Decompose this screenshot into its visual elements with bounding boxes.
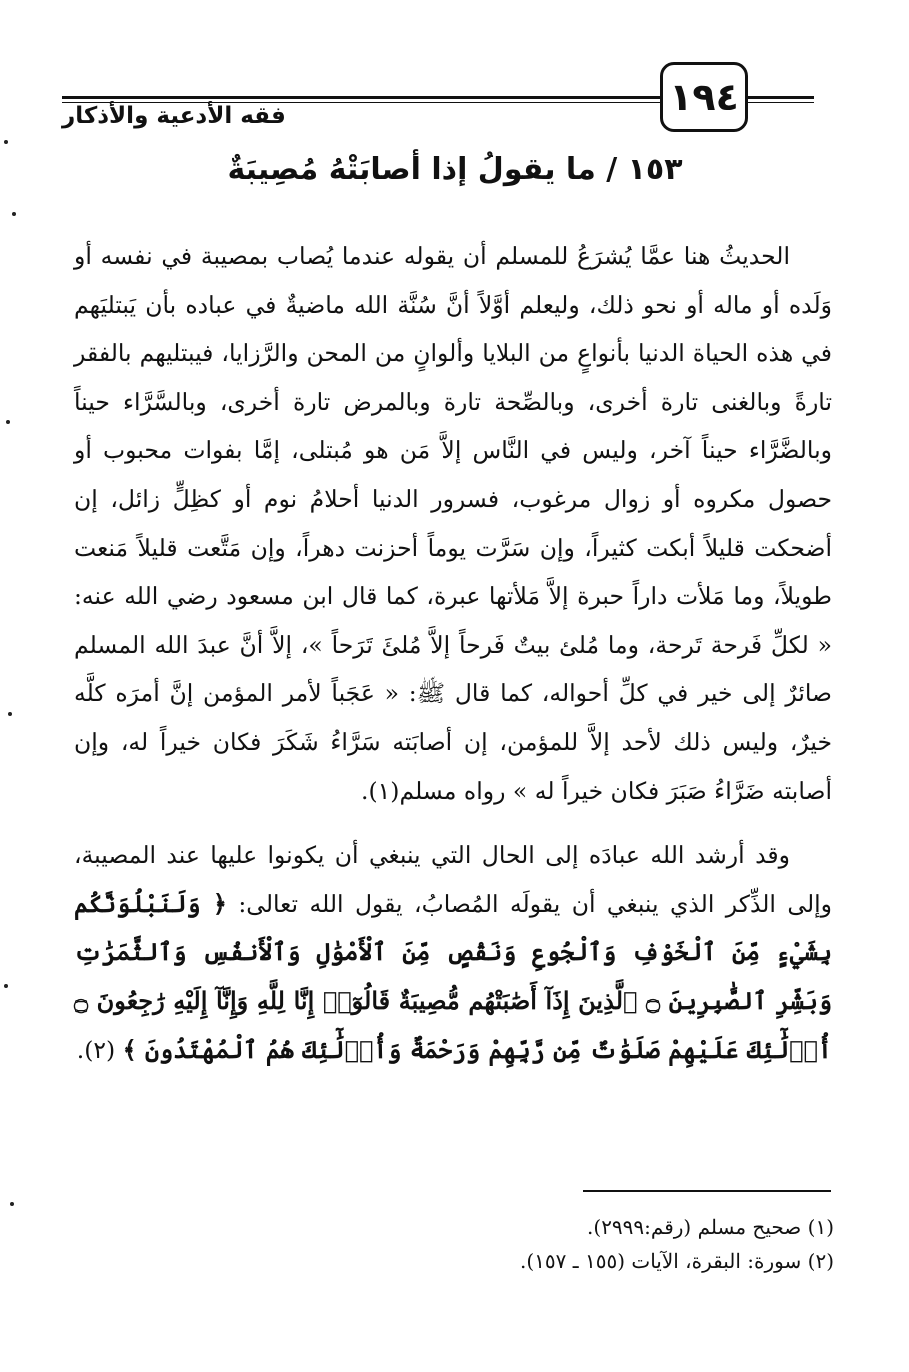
running-title: فقه الأدعية والأذكار	[62, 103, 286, 129]
paragraph-intro: وقد أرشد الله عبادَه إلى الحال التي ينبغي أن يكونوا عليها عند المصيبة، وإلى الذِّكر الذي ينبغي أن يقولَه المُصابُ، يقول الله تعالى:	[74, 841, 833, 918]
body-text	[74, 232, 832, 1074]
quran-verse: ﴿ وَلَنَبْلُوَنَّكُم بِشَيْءٍ مِّنَ ٱلْخَوْفِ وَٱلْجُوعِ وَنَقْصٍ مِّنَ ٱلْأَمْوَٰلِ وَٱلْأَنفُسِ وَٱلثَّمَرَٰتِ وَبَشِّرِ ٱلصَّٰبِرِينَ ۝ ٱلَّذِينَ إِذَآ أَصَٰبَتْهُم مُّصِيبَةٌ قَالُوٓا۟ إِنَّا لِلَّهِ وَإِنَّآ إِلَيْهِ رَٰجِعُونَ ۝ أُو۟لَٰٓئِكَ عَلَيْهِمْ صَلَوَٰتٌ مِّن رَّبِّهِمْ وَرَحْمَةٌ وَأُو۟لَٰٓئِكَ هُمُ ٱلْمُهْتَدُونَ ﴾	[74, 888, 833, 1064]
scan-speck	[4, 984, 8, 988]
paragraph: الحديثُ هنا عمَّا يُشرَعُ للمسلم أن يقوله عندما يُصاب بمصيبة في نفسه أو وَلَده أو ماله أو نحو ذلك، وليعلم أوَّلاً أنَّ سُنَّة الله ماضيةٌ في عباده بأن يَبتليَهم في هذه الحياة الدنيا بأنواعٍ من البلايا وألوانٍ من المحن والرَّزايا، فيبتليهم بالفقر تارةً وبالغنى تارة أخرى، وبالصِّحة تارة وبالمرض تارة أخرى، وبالسَّرَّاء حيناً وبالضَّرَّاء حيناً آخر، وليس في النَّاس إلاَّ مَن هو مُبتلى، إمَّا بفوات محبوب أو حصول مكروه أو زوال مرغوب، فسرور الدنيا أحلامُ نوم أو كظِلٍّ زائل، إن أضحكت قليلاً أبكت كثيراً، وإن سَرَّت يوماً أحزنت دهراً، وإن مَتَّعت قليلاً مَنعت طويلاً، وما مَلأت داراً حبرة إلاَّ مَلأتها عبرة، كما قال ابن مسعود رضي الله عنه: « لكلِّ فَرحة تَرحة، وما مُلئ بيتٌ فَرحاً إلاَّ مُلئَ تَرَحاً »، إلاَّ أنَّ عبدَ الله المسلم صائرٌ إلى خير في كلِّ أحواله، كما قال ﷺ: « عَجَباً لأمر المؤمن إنَّ أمرَه كلَّه خيرٌ، وليس ذلك لأحد إلاَّ للمؤمن، إن أصابَته سَرَّاءُ شَكَرَ فكان خيراً له، وإن أصابته ضَرَّاءُ صَبَرَ فكان خيراً له » رواه مسلم(١).	[74, 242, 832, 805]
footnote-ref: (٢).	[76, 1035, 123, 1064]
paragraph	[74, 831, 832, 1074]
scan-speck	[4, 140, 8, 144]
scan-speck	[12, 212, 16, 216]
page-number: ١٩٤	[660, 62, 748, 132]
footnote-2: (٢) سورة: البقرة، الآيات (١٥٥ ـ ١٥٧).	[519, 1249, 834, 1273]
scan-speck	[6, 420, 10, 424]
footnote-1: (١) صحيح مسلم (رقم:٢٩٩٩).	[587, 1215, 834, 1239]
scan-speck	[8, 712, 12, 716]
section-title: ١٥٣ / ما يقولُ إذا أصابَتْهُ مُصِيبَةٌ	[227, 152, 683, 187]
footnote-divider	[583, 1190, 831, 1192]
footnotes	[74, 1210, 834, 1278]
scan-speck	[10, 1202, 14, 1206]
